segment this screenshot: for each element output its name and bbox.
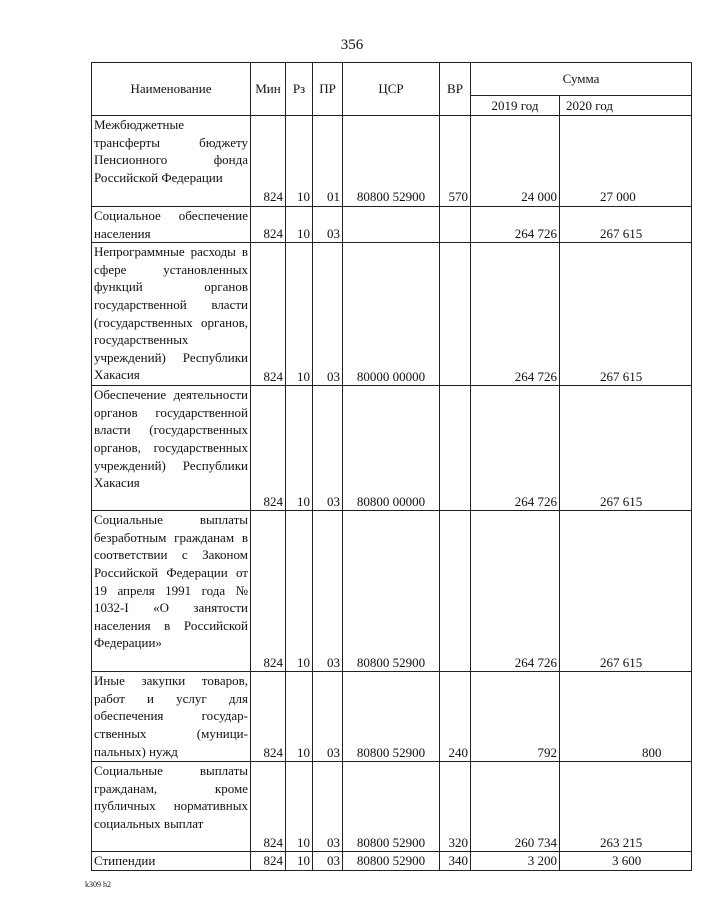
table-row bbox=[92, 762, 692, 852]
row-vr: 320 bbox=[440, 762, 471, 852]
row-vr: 240 bbox=[440, 672, 471, 762]
row-sum-2020: 267 615 bbox=[560, 243, 692, 386]
row-rz: 10 bbox=[286, 243, 313, 386]
row-sum-2019: 264 726 bbox=[471, 511, 560, 672]
row-name: Стипендии bbox=[92, 852, 251, 871]
row-rz: 10 bbox=[286, 852, 313, 871]
header-pr: ПР bbox=[313, 63, 343, 116]
header-name: Наименование bbox=[92, 63, 251, 116]
row-sum-2020: 267 615 bbox=[560, 207, 692, 243]
row-name: Социальные выплаты гражданам, кроме публичных нормативных социальных выплат bbox=[92, 762, 251, 852]
header-year-2019: 2019 год bbox=[471, 96, 560, 116]
row-pr: 03 bbox=[313, 207, 343, 243]
row-name: Социальное обеспечение населения bbox=[92, 207, 251, 243]
row-min: 824 bbox=[251, 207, 286, 243]
row-min: 824 bbox=[251, 762, 286, 852]
row-rz: 10 bbox=[286, 207, 313, 243]
row-sum-2020: 27 000 bbox=[560, 116, 692, 207]
row-rz: 10 bbox=[286, 762, 313, 852]
table-row bbox=[92, 386, 692, 511]
row-rz: 10 bbox=[286, 672, 313, 762]
row-rz: 10 bbox=[286, 511, 313, 672]
table-row bbox=[92, 511, 692, 672]
row-sum-2019: 264 726 bbox=[471, 207, 560, 243]
row-min: 824 bbox=[251, 386, 286, 511]
row-sum-2019: 264 726 bbox=[471, 386, 560, 511]
row-pr: 03 bbox=[313, 511, 343, 672]
row-csr: 80800 52900 bbox=[343, 672, 440, 762]
footer-code: k309 h2 bbox=[85, 880, 111, 889]
row-vr bbox=[440, 207, 471, 243]
row-min: 824 bbox=[251, 852, 286, 871]
row-sum-2019: 24 000 bbox=[471, 116, 560, 207]
row-sum-2020: 3 600 bbox=[560, 852, 692, 871]
row-pr: 03 bbox=[313, 243, 343, 386]
table-row bbox=[92, 243, 692, 386]
row-sum-2019: 264 726 bbox=[471, 243, 560, 386]
row-sum-2020: 267 615 bbox=[560, 386, 692, 511]
row-name: Иные закупки товаров, работ и услуг для обеспечения государственных (муниципальных) нужд bbox=[92, 672, 251, 762]
header-min: Мин bbox=[251, 63, 286, 116]
header-year-2020: 2020 год bbox=[560, 96, 692, 116]
row-rz: 10 bbox=[286, 116, 313, 207]
row-name: Непрограммные расходы в сфере установленных функций органов государственной власти (государственных органов, государственных учреждений) Республики Хакасия bbox=[92, 243, 251, 386]
row-csr: 80800 00000 bbox=[343, 386, 440, 511]
row-vr: 570 bbox=[440, 116, 471, 207]
row-rz: 10 bbox=[286, 386, 313, 511]
row-csr: 80800 52900 bbox=[343, 762, 440, 852]
row-csr: 80000 00000 bbox=[343, 243, 440, 386]
row-csr: 80800 52900 bbox=[343, 116, 440, 207]
table-row bbox=[92, 852, 692, 871]
row-vr: 340 bbox=[440, 852, 471, 871]
row-min: 824 bbox=[251, 511, 286, 672]
table-row bbox=[92, 207, 692, 243]
row-sum-2020: 267 615 bbox=[560, 511, 692, 672]
header-rz: Рз bbox=[286, 63, 313, 116]
row-name: Межбюджетные трансферты бюджету Пенсионного фонда Российской Федерации bbox=[92, 116, 251, 207]
row-vr bbox=[440, 511, 471, 672]
row-name: Социальные выплаты безработным гражданам в соответствии с Законом Российской Федерации от 19 апреля 1991 года № 1032-I «О занятости населения в Российской Федерации» bbox=[92, 511, 251, 672]
header-sum: Сумма bbox=[471, 63, 692, 96]
row-pr: 01 bbox=[313, 116, 343, 207]
row-sum-2020: 800 bbox=[560, 672, 692, 762]
row-min: 824 bbox=[251, 243, 286, 386]
row-sum-2020: 263 215 bbox=[560, 762, 692, 852]
row-csr: 80800 52900 bbox=[343, 511, 440, 672]
row-csr bbox=[343, 207, 440, 243]
row-min: 824 bbox=[251, 116, 286, 207]
budget-table bbox=[91, 62, 692, 871]
page-number: 356 bbox=[340, 37, 364, 53]
row-pr: 03 bbox=[313, 386, 343, 511]
row-min: 824 bbox=[251, 672, 286, 762]
row-name: Обеспечение деятельности органов государственной власти (государственных органов, государственных учреждений) Республики Хакасия bbox=[92, 386, 251, 511]
table-row bbox=[92, 672, 692, 762]
header-vr: ВР bbox=[440, 63, 471, 116]
row-vr bbox=[440, 243, 471, 386]
row-sum-2019: 3 200 bbox=[471, 852, 560, 871]
row-sum-2019: 260 734 bbox=[471, 762, 560, 852]
row-pr: 03 bbox=[313, 762, 343, 852]
row-vr bbox=[440, 386, 471, 511]
header-csr: ЦСР bbox=[343, 63, 440, 116]
table-row bbox=[92, 116, 692, 207]
row-pr: 03 bbox=[313, 672, 343, 762]
row-csr: 80800 52900 bbox=[343, 852, 440, 871]
row-pr: 03 bbox=[313, 852, 343, 871]
row-sum-2019: 792 bbox=[471, 672, 560, 762]
